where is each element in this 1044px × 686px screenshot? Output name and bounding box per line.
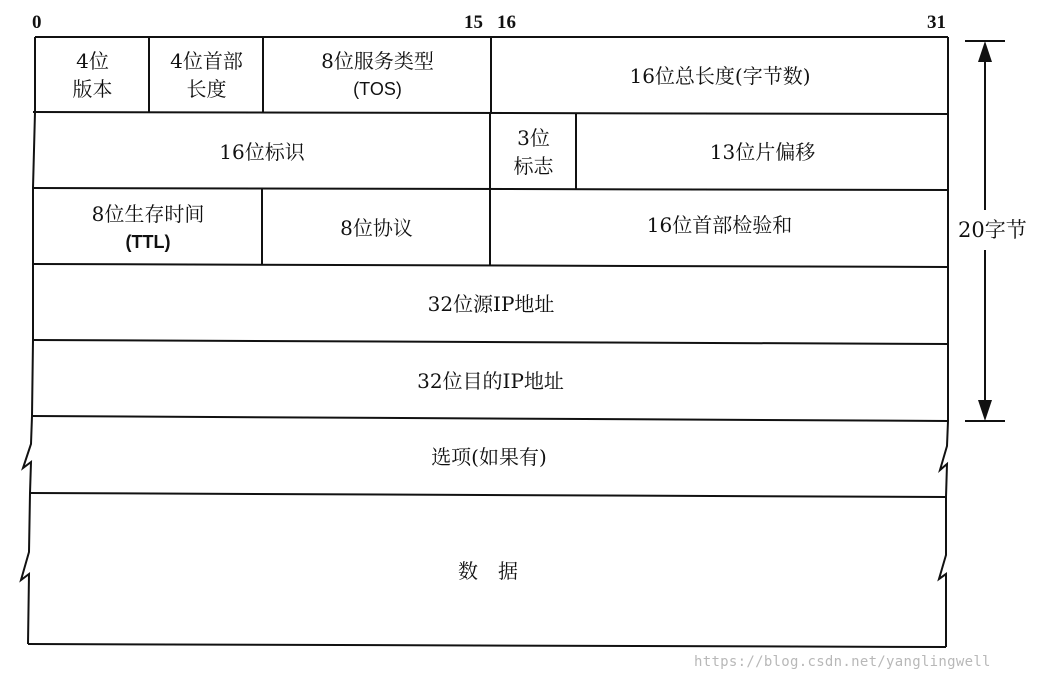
- field-source-ip-label: 32位源IP地址: [427, 292, 555, 316]
- field-version-line2: 版本: [72, 77, 113, 101]
- field-total-length-label: 16位总长度(字节数): [629, 63, 811, 88]
- field-header-length-line2: 长度: [186, 77, 227, 101]
- field-header-length: [150, 38, 263, 112]
- field-options-label: 选项(如果有): [431, 445, 547, 469]
- field-ttl-line2: (TTL): [125, 231, 171, 252]
- bit-label-31: 31: [927, 12, 946, 33]
- field-options: [32, 419, 946, 495]
- bit-label-0: 0: [32, 12, 42, 33]
- watermark-url: https://blog.csdn.net/yanglingwell: [694, 654, 991, 670]
- field-version-line1: 4位: [76, 49, 109, 73]
- field-protocol: [263, 190, 490, 266]
- field-identification-label: 16位标识: [219, 139, 305, 164]
- field-fragment-offset: [577, 114, 948, 189]
- field-header-checksum: [491, 190, 948, 260]
- dimension-arrow-down: [978, 400, 992, 421]
- bit-label-15: 15: [464, 12, 483, 33]
- field-version: [36, 38, 149, 112]
- field-identification: [34, 114, 490, 189]
- header-size-label: 20字节: [958, 218, 1027, 242]
- field-header-length-line1: 4位首部: [170, 49, 243, 73]
- field-flags-line1: 3位: [517, 125, 550, 150]
- field-protocol-label: 8位协议: [340, 216, 413, 240]
- field-ttl: [34, 190, 262, 265]
- field-header-checksum-label: 16位首部检验和: [646, 213, 793, 237]
- bit-label-16: 16: [497, 12, 516, 33]
- field-total-length: [492, 38, 948, 113]
- field-tos-line1: 8位服务类型: [321, 49, 434, 73]
- field-flags: [491, 114, 576, 189]
- field-ttl-line1: 8位生存时间: [91, 201, 205, 226]
- field-destination-ip-label: 32位目的IP地址: [417, 368, 564, 393]
- field-source-ip: [34, 266, 948, 342]
- field-flags-line2: 标志: [513, 153, 554, 178]
- dimension-arrow-up: [978, 41, 992, 62]
- field-fragment-offset-label: 13位片偏移: [709, 139, 816, 164]
- field-tos: [264, 38, 491, 112]
- field-tos-line2: (TOS): [353, 79, 402, 99]
- field-data-label: 数 据: [458, 559, 518, 583]
- field-destination-ip: [33, 342, 948, 419]
- field-data: [30, 496, 946, 646]
